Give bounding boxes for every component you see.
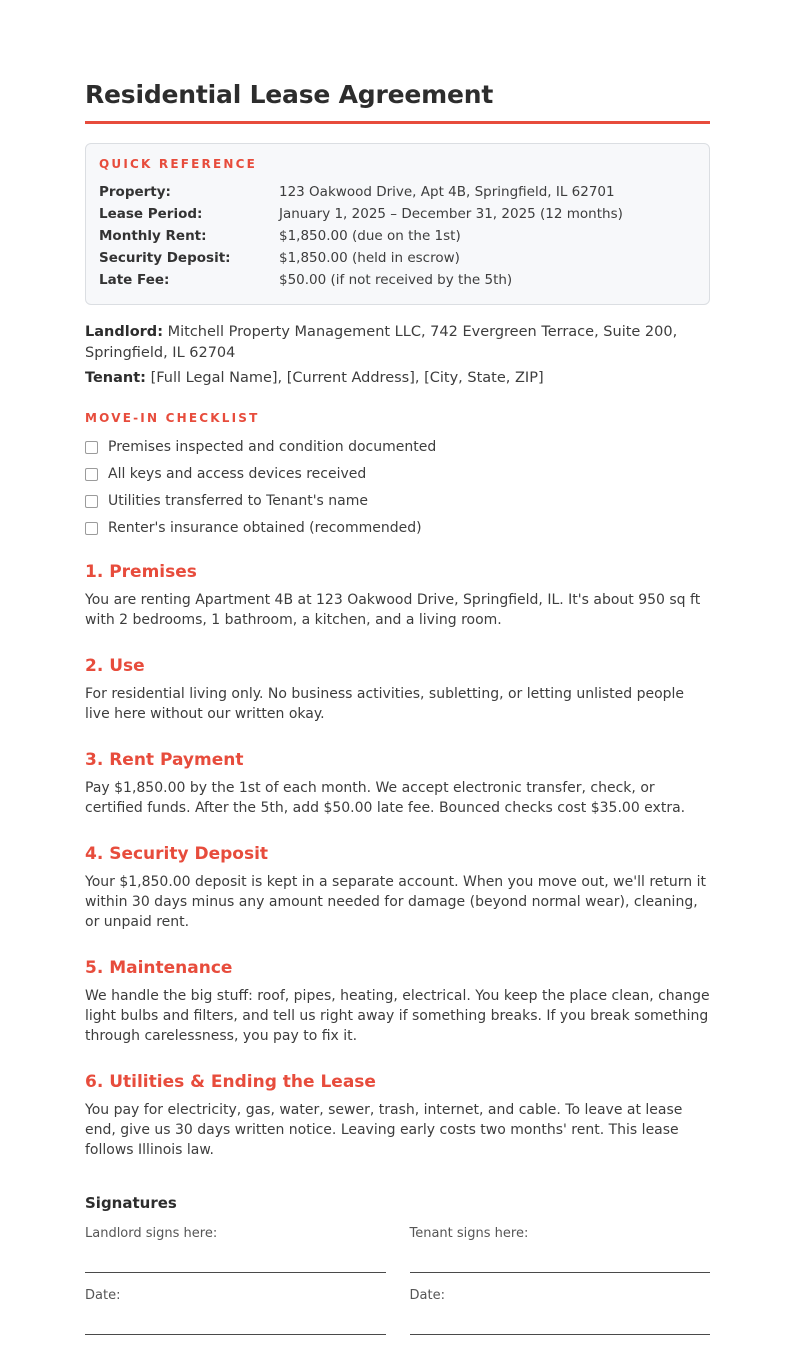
row-value: January 1, 2025 – December 31, 2025 (12 months): [279, 206, 623, 222]
checklist-item-label: All keys and access devices received: [108, 466, 367, 482]
row-label: Property:: [99, 184, 171, 200]
row-value: $1,850.00 (held in escrow): [279, 250, 460, 266]
row-value: $50.00 (if not received by the 5th): [279, 272, 513, 288]
section-body: For residential living only. No business activities, subletting, or letting unlisted people live here without our written okay.: [85, 686, 685, 722]
section-body: You pay for electricity, gas, water, sewer, trash, internet, and cable. To leave at lease end, give us 30 days written notice. Leaving early costs two months' rent. This lease follows Illinois law.: [85, 1102, 683, 1158]
section-body: We handle the big stuff: roof, pipes, heating, electrical. You keep the place clean, change light bulbs and filters, and tell us right away if something breaks. If you break something through carelessness, you pay to fix it.: [85, 988, 710, 1044]
row-label: Security Deposit:: [99, 250, 231, 266]
row-value: $1,850.00 (due on the 1st): [279, 228, 461, 244]
table-row: [99, 269, 693, 291]
checklist-item: [85, 520, 710, 536]
table-row: [99, 247, 693, 269]
checklist-item: [85, 466, 710, 482]
section-body: Pay $1,850.00 by the 1st of each month. We accept electronic transfer, check, or certified funds. After the 5th, add $50.00 late fee. Bounced checks cost $35.00 extra.: [85, 780, 686, 816]
tenant-value: [Full Legal Name], [Current Address], [City, State, ZIP]: [150, 370, 544, 386]
checkbox-renters-insurance[interactable]: [85, 522, 98, 535]
quick-reference-panel: [85, 143, 710, 305]
table-row: [99, 203, 693, 225]
landlord-line: [85, 322, 710, 364]
checklist-item-label: Utilities transferred to Tenant's name: [108, 493, 368, 509]
section-rent-payment: [85, 749, 710, 818]
landlord-signature-cell: [85, 1226, 386, 1335]
checkbox-keys-received[interactable]: [85, 468, 98, 481]
checkbox-utilities-transferred[interactable]: [85, 495, 98, 508]
landlord-value: Mitchell Property Management LLC, 742 Evergreen Terrace, Suite 200, Springfield, IL 62704: [85, 324, 678, 361]
tenant-signature-cell: [410, 1226, 711, 1335]
section-heading: 5. Maintenance: [85, 958, 233, 978]
tenant-date-label: Date:: [409, 1288, 445, 1303]
section-heading: 1. Premises: [85, 562, 197, 582]
tenant-line: [85, 368, 710, 389]
section-heading: 6. Utilities & Ending the Lease: [85, 1072, 376, 1092]
checkbox-premises-inspected[interactable]: [85, 441, 98, 454]
checklist-item-label: Renter's insurance obtained (recommended): [108, 520, 422, 536]
signatures-heading: Signatures: [85, 1194, 177, 1212]
checklist-item: [85, 493, 710, 509]
signatures-block: [85, 1226, 710, 1335]
tenant-sign-label: Tenant signs here:: [409, 1226, 529, 1241]
quick-reference-heading: QUICK REFERENCE: [99, 157, 258, 171]
tenant-signature-line: [410, 1272, 711, 1273]
tenant-date-line: [410, 1334, 711, 1335]
landlord-label: Landlord:: [85, 324, 163, 340]
checklist-item: [85, 439, 710, 455]
section-premises: [85, 561, 710, 630]
table-row: [99, 225, 693, 247]
row-label: Lease Period:: [99, 206, 203, 222]
row-label: Late Fee:: [99, 272, 170, 288]
table-row: [99, 181, 693, 203]
section-body: You are renting Apartment 4B at 123 Oakwood Drive, Springfield, IL. It's about 950 sq ft with 2 bedrooms, 1 bathroom, a kitchen, and a living room.: [85, 592, 701, 628]
section-heading: 4. Security Deposit: [85, 844, 269, 864]
section-heading: 3. Rent Payment: [85, 750, 244, 770]
section-use: [85, 655, 710, 724]
document-title: Residential Lease Agreement: [85, 78, 710, 124]
landlord-date-label: Date:: [85, 1288, 121, 1303]
section-maintenance: [85, 957, 710, 1046]
tenant-label: Tenant:: [85, 370, 146, 386]
section-security-deposit: [85, 843, 710, 932]
checklist-item-label: Premises inspected and condition documented: [108, 439, 437, 455]
section-heading: 2. Use: [85, 656, 145, 676]
row-value: 123 Oakwood Drive, Apt 4B, Springfield, IL 62701: [279, 184, 615, 200]
landlord-signature-line: [85, 1272, 386, 1273]
quick-reference-table: [99, 181, 693, 291]
row-label: Monthly Rent:: [99, 228, 207, 244]
section-body: Your $1,850.00 deposit is kept in a separate account. When you move out, we'll return it within 30 days minus any amount needed for damage (beyond normal wear), cleaning, or unpaid rent.: [85, 874, 706, 930]
section-utilities-ending-lease: [85, 1071, 710, 1160]
move-in-checklist-heading: MOVE-IN CHECKLIST: [85, 411, 260, 425]
landlord-sign-label: Landlord signs here:: [85, 1226, 218, 1241]
landlord-date-line: [85, 1334, 386, 1335]
